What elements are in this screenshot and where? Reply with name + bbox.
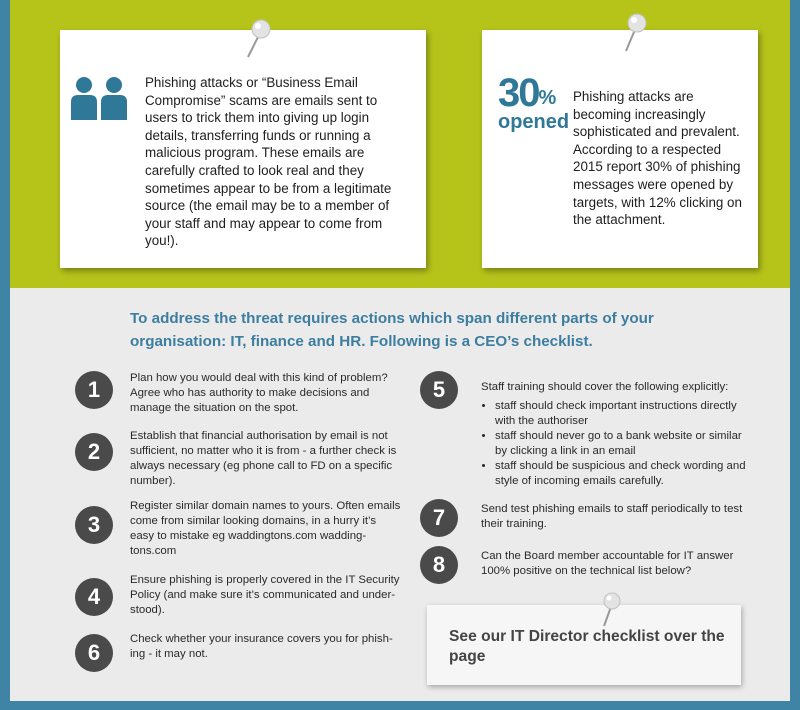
checklist-item-5 bbox=[481, 380, 751, 489]
pushpin-icon bbox=[612, 11, 652, 57]
checklist-item-5-bullets bbox=[481, 399, 751, 489]
checklist-item-8: Can the Board member accountable for IT answer 100% positive on the technical list below? bbox=[481, 550, 734, 577]
pushpin-icon bbox=[594, 590, 630, 630]
step-number-1: 1 bbox=[75, 371, 113, 409]
checklist-item-4: Ensure phishing is properly covered in the IT Security Policy (and make sure it’s communicated and under-stood). bbox=[130, 574, 400, 616]
bullet-item: • staff should be suspicious and check wording and style of incoming emails carefully. bbox=[495, 459, 751, 489]
pushpin-icon bbox=[236, 17, 276, 63]
checklist-item-6: Check whether your insurance covers you for phish-ing - it may not. bbox=[130, 633, 393, 660]
checklist-item-5-text: Staff training should cover the following explicitly: bbox=[481, 381, 729, 393]
note1-text: Phishing attacks or “Business Email Compromise” scams are emails sent to users to trick them into giving up login details, transferring funds or running a malicious program. These emails are carefully crafted to look real and they sometimes appear to be from a legitimate source (the email may be to a member of your staff and may appear to come from you!). bbox=[145, 75, 392, 249]
step-number-3: 3 bbox=[75, 506, 113, 544]
checklist-item-1: Plan how you would deal with this kind of problem? Agree who has authority to make decisions and manage the situation on the spot. bbox=[130, 372, 388, 414]
stat-number: 30 bbox=[498, 71, 539, 115]
stat-percent: % bbox=[538, 87, 557, 109]
step-number-6: 6 bbox=[75, 634, 113, 672]
checklist-item-3: Register similar domain names to yours. Often emails come from similar looking domains, in a hurry it’s easy to mistake eg waddingtons.com wadding-tons.com bbox=[130, 500, 401, 557]
stat-30-percent bbox=[498, 71, 570, 133]
it-director-checklist-link[interactable] bbox=[427, 605, 741, 685]
checklist-heading: To address the threat requires actions which span different parts of your organisation: IT, finance and HR. Following is a CEO’s checklist. bbox=[130, 310, 654, 350]
checklist-item-7: Send test phishing emails to staff periodically to test their training. bbox=[481, 503, 743, 530]
people-icon bbox=[68, 76, 132, 120]
step-number-7: 7 bbox=[420, 499, 458, 537]
bullet-item: • staff should check important instructions directly with the authoriser bbox=[495, 399, 751, 429]
stat-label: opened bbox=[498, 111, 570, 133]
cta-text: See our IT Director checklist over the page bbox=[449, 628, 725, 665]
bullet-item: • staff should never go to a bank website or similar by clicking a link in an email bbox=[495, 429, 751, 459]
step-number-8: 8 bbox=[420, 546, 458, 584]
note2-text: Phishing attacks are becoming increasingly sophisticated and prevalent. According to a respected 2015 report 30% of phishing messages were opened by targets, with 12% clicking on the attachment. bbox=[573, 89, 742, 228]
step-number-5: 5 bbox=[420, 371, 458, 409]
checklist-item-2: Establish that financial authorisation by email is not sufficient, no matter who it is from - a further check is always necessary (eg phone call to FD on a specific number). bbox=[130, 430, 397, 487]
step-number-2: 2 bbox=[75, 433, 113, 471]
step-number-4: 4 bbox=[75, 578, 113, 616]
